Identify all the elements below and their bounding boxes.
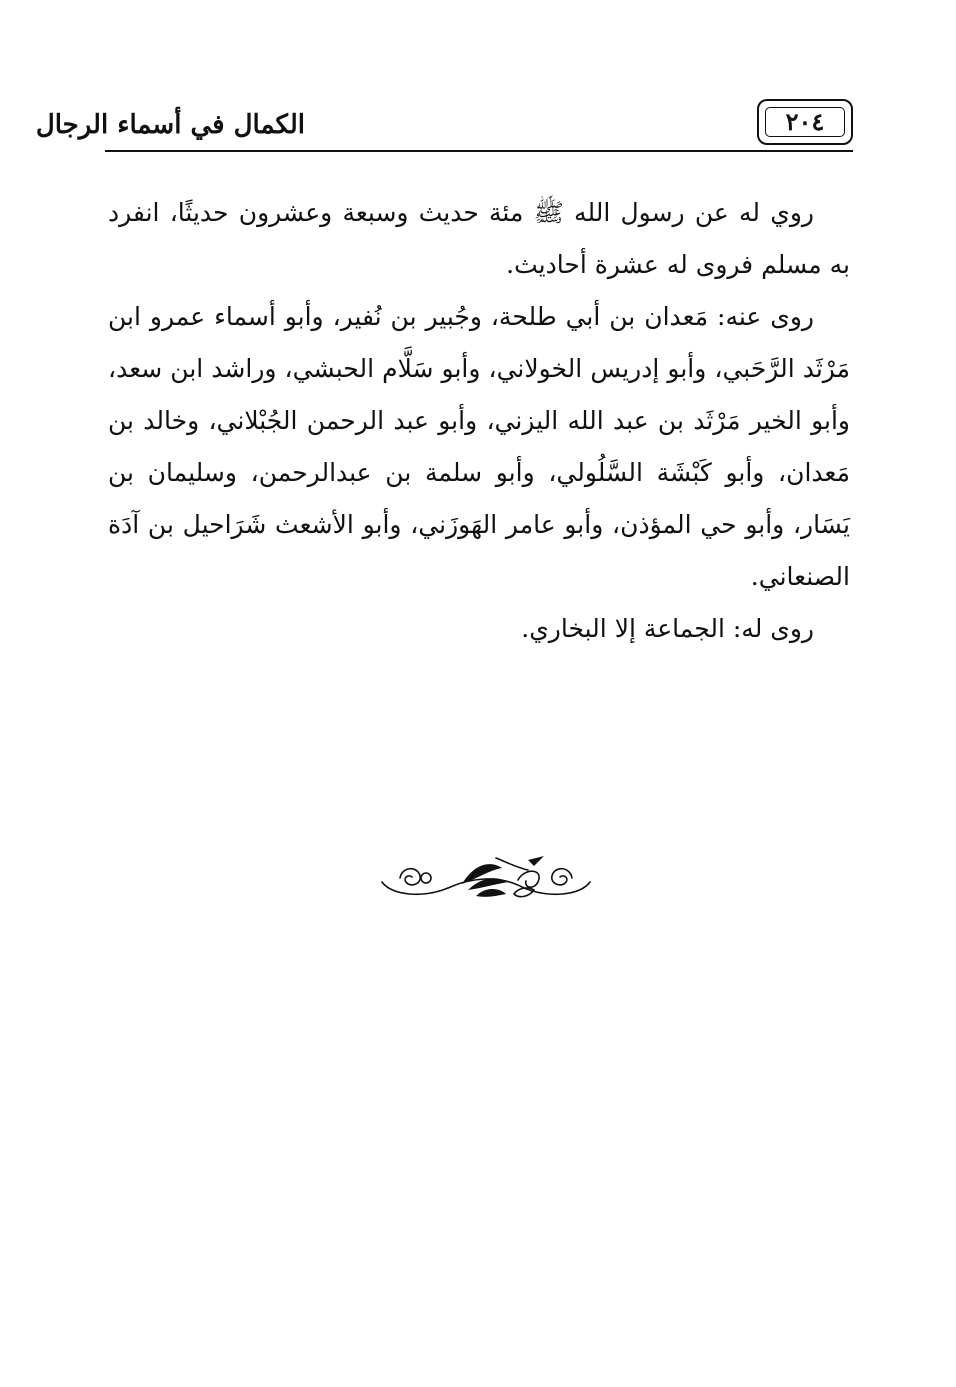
page-number-frame — [757, 99, 853, 145]
page-number: ٢٠٤ — [785, 107, 825, 136]
paragraph-reported-by: روى له: الجماعة إلا البخاري. — [521, 614, 814, 643]
paragraph-narrators: روى عنه: مَعدان بن أبي طلحة، وجُبير بن نُفير، وأبو أسماء عمرو ابن مَرْثَد الرَّحَبي، وأبو إدريس الخولاني، وأبو سَلَّام الحبشي، وراشد ابن سعد، وأبو الخير مَرْثَد بن عبد الله اليزني، وأبو عبد الرحمن الجُبْلاني، وخالد بن مَعدان، وأبو كَبْشَة السَّلُولي، وأبو سلمة بن عبدالرحمن، وسليمان بن يَسَار، وأبو حي المؤذن، وأبو عامر الهَوزَني، وأبو الأشعث شَرَاحيل بن آدَة الصنعاني. — [108, 302, 850, 591]
floral-flourish-icon — [378, 848, 594, 908]
paragraph-narrations: روي له عن رسول الله ﷺ مئة حديث وسبعة وعشرون حديثًا، انفرد به مسلم فروى له عشرة أحاديث. — [108, 198, 850, 279]
running-header — [35, 96, 853, 156]
header-rule — [105, 150, 853, 152]
main-text — [108, 187, 850, 655]
book-title: الكمال في أسماء الرجال — [35, 110, 305, 140]
